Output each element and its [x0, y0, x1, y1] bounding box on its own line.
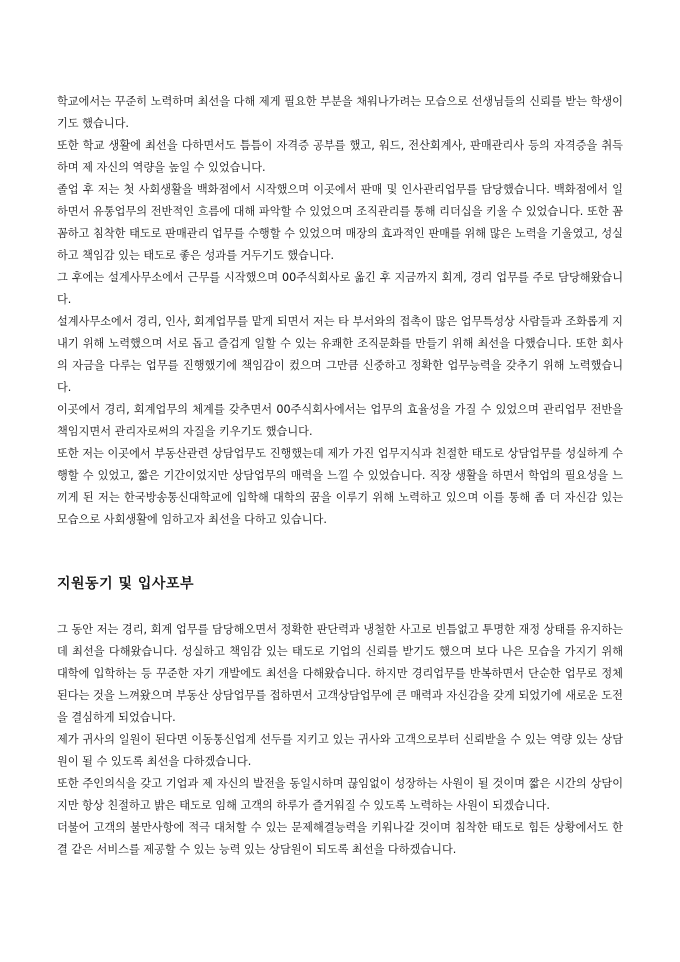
document-page	[57, 91, 623, 861]
paragraph: 그 동안 저는 경리, 회계 업무를 담당해오면서 정확한 판단력과 냉철한 사고로 빈틈없고 투명한 재정 상태를 유지하는데 최선을 다해왔습니다. 성실하고 책임감 있는 태도로 기업의 신뢰를 받기도 했으며 보다 나은 모습을 가지기 위해 대학에 입학하는 등 꾸준한 자기 개발에도 최선을 다해왔습니다. 하지만 경리업무를 반복하면서 단순한 업무로 정체된다는 것을 느껴왔으며 부동산 상담업무를 접하면서 고객상담업무에 큰 매력과 자신감을 갖게 되었기에 새로운 도전을 결심하게 되었습니다.	[57, 623, 623, 724]
paragraph: 또한 저는 이곳에서 부동산관련 상담업무도 진행했는데 제가 가진 업무지식과 친절한 태도로 상담업무를 성실하게 수행할 수 있었고, 짧은 기간이었지만 상담업무의 매력을 느낄 수 있었습니다. 직장 생활을 하면서 학업의 필요성을 느끼게 된 저는 한국방송통신대학교에 입학해 대학의 꿈을 이루기 위해 노력하고 있으며 이를 통해 좀 더 자신감 있는 모습으로 사회생활에 임하고자 최선을 다하고 있습니다.	[57, 447, 623, 526]
paragraph: 또한 학교 생활에 최선을 다하면서도 틈틈이 자격증 공부를 했고, 워드, 전산회계사, 판매관리사 등의 자격증을 취득하며 제 자신의 역량을 높일 수 있었습니다.	[57, 139, 623, 174]
paragraph: 졸업 후 저는 첫 사회생활을 백화점에서 시작했으며 이곳에서 판매 및 인사관리업무를 담당했습니다. 백화점에서 일하면서 유통업무의 전반적인 흐름에 대해 파악할 수 있었으며 조직관리를 통해 리더십을 키울 수 있었습니다. 또한 꼼꼼하고 침착한 태도로 판매관리 업무를 수행할 수 있었으며 매장의 효과적인 판매를 위해 많은 노력을 기울였고, 성실하고 책임감 있는 태도로 좋은 성과를 거두기도 했습니다.	[57, 183, 623, 262]
paragraph: 그 후에는 설계사무소에서 근무를 시작했으며 00주식회사로 옮긴 후 지금까지 회계, 경리 업무를 주로 담당해왔습니다.	[57, 271, 623, 306]
paragraph: 제가 귀사의 일원이 된다면 이동통신업계 선두를 지키고 있는 귀사와 고객으로부터 신뢰받을 수 있는 역량 있는 상담원이 될 수 있도록 최선을 다하겠습니다.	[57, 733, 623, 768]
section-body	[57, 619, 623, 861]
paragraph: 이곳에서 경리, 회계업무의 체계를 갖추면서 00주식회사에서는 업무의 효율성을 가질 수 있었으며 관리업무 전반을 책임지면서 관리자로써의 자질을 키우기도 했습니다.	[57, 403, 623, 438]
paragraph: 또한 주인의식을 갖고 기업과 제 자신의 발전을 동일시하며 끊임없이 성장하는 사원이 될 것이며 짧은 시간의 상담이지만 항상 친절하고 밝은 태도로 임해 고객의 하루가 즐거워질 수 있도록 노력하는 사원이 되겠습니다.	[57, 777, 623, 812]
intro-text	[57, 91, 623, 531]
section-title: 지원동기 및 입사포부	[57, 576, 194, 592]
paragraph: 설계사무소에서 경리, 인사, 회계업무를 맡게 되면서 저는 타 부서와의 접촉이 많은 업무특성상 사람들과 조화롭게 지내기 위해 노력했으며 서로 돕고 즐겁게 일할 수 있는 유쾌한 조직문화를 만들기 위해 최선을 다했습니다. 또한 회사의 자금을 다루는 업무를 진행했기에 책임감이 컸으며 그만큼 신중하고 정확한 업무능력을 갖추기 위해 노력했습니다.	[57, 315, 623, 394]
paragraph: 학교에서는 꾸준히 노력하며 최선을 다해 제게 필요한 부분을 채워나가려는 모습으로 선생님들의 신뢰를 받는 학생이기도 했습니다.	[57, 95, 623, 130]
paragraph: 더불어 고객의 불만사항에 적극 대처할 수 있는 문제해결능력을 키워나갈 것이며 침착한 태도로 힘든 상황에서도 한결 같은 서비스를 제공할 수 있는 능력 있는 상담원이 되도록 최선을 다하겠습니다.	[57, 821, 623, 856]
